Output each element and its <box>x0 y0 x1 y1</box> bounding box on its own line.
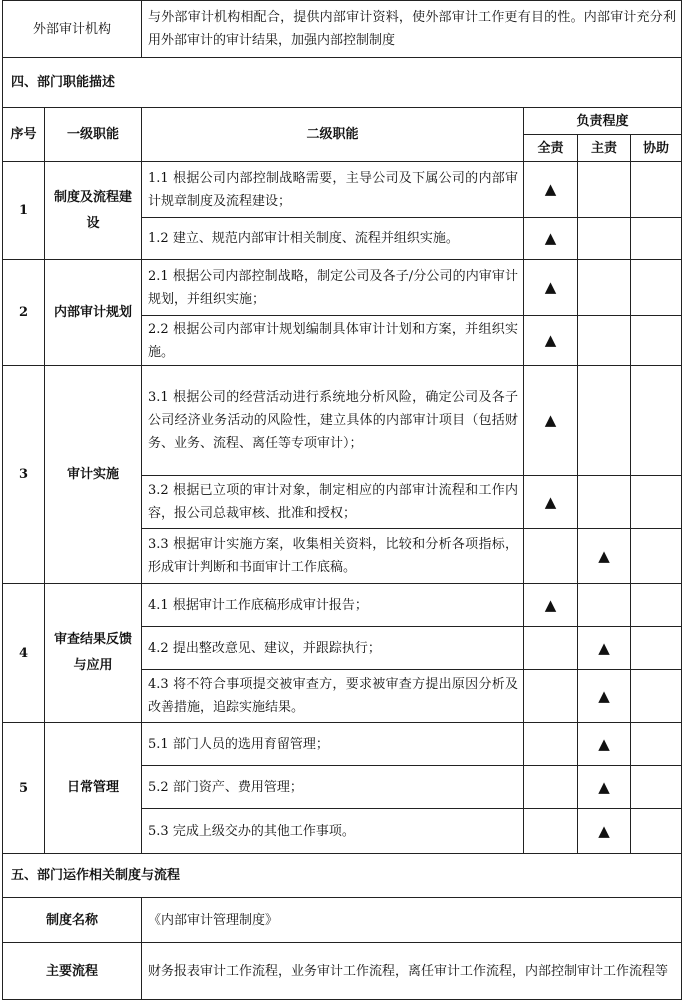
triangle-mark-icon: ▲ <box>598 686 610 705</box>
assist-cell <box>631 260 682 316</box>
triangle-mark-icon: ▲ <box>544 492 557 511</box>
function-row <box>3 723 682 766</box>
full-responsibility-cell <box>524 316 578 366</box>
function-level2-text: 4.1 根据审计工作底稿形成审计报告； <box>142 584 524 627</box>
function-level2-text: 3.2 根据已立项的审计对象，制定相应的内部审计流程和工作内容，报公司总裁审核、批准和授权； <box>142 476 524 529</box>
section4-title: 四、部门职能描述 <box>3 58 682 108</box>
assist-cell <box>631 670 682 723</box>
procedure-row <box>3 943 682 1000</box>
assist-cell <box>631 218 682 260</box>
external-audit-label: 外部审计机构 <box>3 1 142 58</box>
full-responsibility-cell <box>524 809 578 854</box>
procedure-content: 《内部审计管理制度》 <box>142 898 682 943</box>
triangle-mark-icon: ▲ <box>544 278 557 296</box>
section5-title-row <box>3 854 682 898</box>
triangle-mark-icon: ▲ <box>544 595 557 614</box>
section5-title: 五、部门运作相关制度与流程 <box>3 854 682 898</box>
full-responsibility-cell <box>524 670 578 723</box>
assist-cell <box>631 809 682 854</box>
function-level2-text: 2.2 根据公司内部审计规划编制具体审计计划和方案，并组织实施。 <box>142 316 524 366</box>
function-level2-text: 2.1 根据公司内部控制战略，制定公司及各子/分公司的内审审计规划，并组织实施； <box>142 260 524 316</box>
full-responsibility-cell <box>524 584 578 627</box>
full-responsibility-cell <box>524 476 578 529</box>
triangle-mark-icon: ▲ <box>544 411 557 429</box>
assist-cell <box>631 162 682 218</box>
full-responsibility-cell <box>524 529 578 584</box>
full-responsibility-cell <box>524 218 578 260</box>
main-responsibility-cell <box>578 529 631 584</box>
main-responsibility-cell <box>578 627 631 670</box>
assist-cell <box>631 476 682 529</box>
function-level2-text: 4.2 提出整改意见、建议，并跟踪执行； <box>142 627 524 670</box>
triangle-mark-icon: ▲ <box>598 821 610 840</box>
function-row <box>3 366 682 476</box>
procedure-content: 财务报表审计工作流程，业务审计工作流程，离任审计工作流程，内部控制审计工作流程等 <box>142 943 682 1000</box>
main-responsibility-cell <box>578 218 631 260</box>
main-responsibility-cell <box>578 316 631 366</box>
full-responsibility-cell <box>524 627 578 670</box>
assist-cell <box>631 584 682 627</box>
function-seq: 2 <box>3 260 45 366</box>
department-function-table <box>2 0 682 1000</box>
triangle-mark-icon: ▲ <box>544 331 557 349</box>
external-audit-content: 与外部审计机构相配合，提供内部审计资料，使外部审计工作更有目的性。内部审计充分利用外部审计的审计结果，加强内部控制制度 <box>142 1 682 58</box>
main-responsibility-cell <box>578 670 631 723</box>
function-level2-text: 1.1 根据公司内部控制战略需要，主导公司及下属公司的内部审计规章制度及流程建设； <box>142 162 524 218</box>
assist-cell <box>631 723 682 766</box>
triangle-mark-icon: ▲ <box>598 638 610 657</box>
header-responsibility: 负责程度 <box>524 108 682 135</box>
full-responsibility-cell <box>524 162 578 218</box>
function-level2-text: 3.3 根据审计实施方案，收集相关资料，比较和分析各项指标，形成审计判断和书面审计工作底稿。 <box>142 529 524 584</box>
full-responsibility-cell <box>524 766 578 809</box>
function-level1-name: 审计实施 <box>45 366 142 584</box>
main-responsibility-cell <box>578 476 631 529</box>
function-level1-name: 审查结果反馈与应用 <box>45 584 142 723</box>
function-level1-name: 内部审计规划 <box>45 260 142 366</box>
main-responsibility-cell <box>578 162 631 218</box>
assist-cell <box>631 529 682 584</box>
procedure-row <box>3 898 682 943</box>
function-seq: 1 <box>3 162 45 260</box>
triangle-mark-icon: ▲ <box>544 180 557 198</box>
function-row <box>3 162 682 218</box>
main-responsibility-cell <box>578 366 631 476</box>
function-level2-text: 4.3 将不符合事项提交被审查方，要求被审查方提出原因分析及改善措施，追踪实施结果。 <box>142 670 524 723</box>
full-responsibility-cell <box>524 723 578 766</box>
full-responsibility-cell <box>524 366 578 476</box>
function-row <box>3 584 682 627</box>
header-assist: 协助 <box>631 135 682 162</box>
main-responsibility-cell <box>578 584 631 627</box>
function-level1-name: 日常管理 <box>45 723 142 854</box>
main-responsibility-cell <box>578 809 631 854</box>
header-full: 全责 <box>524 135 578 162</box>
procedure-label: 制度名称 <box>3 898 142 943</box>
external-audit-row <box>3 1 682 58</box>
triangle-mark-icon: ▲ <box>544 229 557 247</box>
function-seq: 3 <box>3 366 45 584</box>
full-responsibility-cell <box>524 260 578 316</box>
function-level2-text: 3.1 根据公司的经营活动进行系统地分析风险，确定公司及各子公司经济业务活动的风险性，建立具体的内部审计项目（包括财务、业务、流程、离任等专项审计）； <box>142 366 524 476</box>
triangle-mark-icon: ▲ <box>598 546 610 565</box>
function-level2-text: 5.2 部门资产、费用管理； <box>142 766 524 809</box>
header-level1: 一级职能 <box>45 108 142 162</box>
function-level2-text: 5.3 完成上级交办的其他工作事项。 <box>142 809 524 854</box>
header-row-1 <box>3 108 682 135</box>
assist-cell <box>631 366 682 476</box>
procedure-label: 主要流程 <box>3 943 142 1000</box>
function-level2-text: 5.1 部门人员的选用育留管理； <box>142 723 524 766</box>
function-row <box>3 260 682 316</box>
function-level2-text: 1.2 建立、规范内部审计相关制度、流程并组织实施。 <box>142 218 524 260</box>
triangle-mark-icon: ▲ <box>598 777 610 796</box>
header-level2: 二级职能 <box>142 108 524 162</box>
header-main: 主责 <box>578 135 631 162</box>
function-seq: 4 <box>3 584 45 723</box>
assist-cell <box>631 316 682 366</box>
main-responsibility-cell <box>578 260 631 316</box>
main-responsibility-cell <box>578 766 631 809</box>
function-seq: 5 <box>3 723 45 854</box>
function-level1-name: 制度及流程建设 <box>45 162 142 260</box>
triangle-mark-icon: ▲ <box>598 734 610 753</box>
assist-cell <box>631 766 682 809</box>
header-seq: 序号 <box>3 108 45 162</box>
main-responsibility-cell <box>578 723 631 766</box>
section4-title-row <box>3 58 682 108</box>
assist-cell <box>631 627 682 670</box>
